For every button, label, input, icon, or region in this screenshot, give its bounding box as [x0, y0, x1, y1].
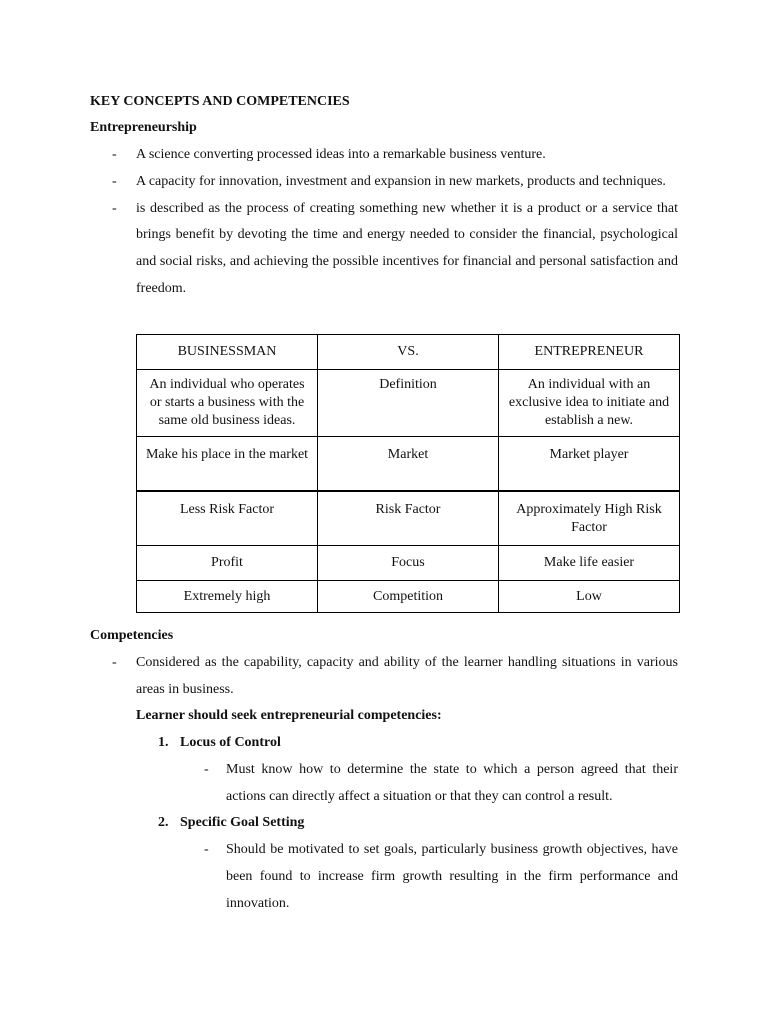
table-cell: Extremely high	[137, 581, 318, 613]
comparison-table	[136, 334, 680, 613]
table-cell: Focus	[318, 546, 499, 581]
item-title: Locus of Control	[180, 735, 281, 750]
item-number: 2.	[158, 815, 169, 830]
bullet-dash: -	[112, 655, 117, 670]
bullet-dash: -	[112, 173, 117, 189]
bullet-text: Must know how to determine the state to which a person agreed that their actions can directly affect a situation or that they can control a result.	[226, 762, 678, 804]
page-title: KEY CONCEPTS AND COMPETENCIES	[90, 94, 350, 109]
table-header-row	[137, 335, 680, 370]
bullet-item	[112, 169, 678, 196]
bullet-text: is described as the process of creating something new whether it is a product or a service that brings benefit by devoting the time and energy needed to consider the financial, psychological and social risks, and achieving the possible incentives for financial and personal satisfaction and freedom.	[136, 200, 678, 296]
bullet-text: Considered as the capability, capacity and ability of the learner handling situations in various areas in business.	[136, 655, 678, 697]
table-cell: Market player	[499, 437, 680, 492]
table-cell: Market	[318, 437, 499, 492]
table-row	[137, 437, 680, 492]
bullet-dash: -	[112, 147, 117, 162]
table-row	[137, 491, 680, 546]
competencies-bullets	[112, 650, 678, 704]
competency-item-details	[204, 757, 678, 811]
table-row	[137, 546, 680, 581]
table-header-cell: BUSINESSMAN	[137, 335, 318, 370]
bullet-dash: -	[204, 842, 209, 857]
bullet-text: A science converting processed ideas into a remarkable business venture.	[136, 147, 546, 162]
bullet-item	[204, 837, 678, 917]
table-row	[137, 581, 680, 613]
bullet-item	[112, 142, 678, 169]
bullet-text: A capacity for innovation, investment and expansion in new markets, products and techniques.	[136, 173, 666, 189]
table-header-cell: ENTREPRENEUR	[499, 335, 680, 370]
section-title-entrepreneurship: Entrepreneurship	[90, 120, 197, 135]
table-cell: Less Risk Factor	[137, 491, 318, 546]
competency-item-details	[204, 837, 678, 917]
table-cell: Make life easier	[499, 546, 680, 581]
table-cell: An individual who operates or starts a business with the same old business ideas.	[137, 370, 318, 437]
bullet-text: Should be motivated to set goals, particularly business growth objectives, have been found to increase firm growth resulting in the firm performance and innovation.	[226, 842, 678, 911]
section-title-competencies: Competencies	[90, 628, 174, 643]
bullet-dash: -	[204, 762, 209, 777]
table-cell: An individual with an exclusive idea to initiate and establish a new.	[499, 370, 680, 437]
table-cell: Risk Factor	[318, 491, 499, 546]
table-cell: Approximately High Risk Factor	[499, 491, 680, 546]
table-cell: Definition	[318, 370, 499, 437]
bullet-item	[204, 757, 678, 811]
entrepreneurship-bullets	[112, 142, 678, 303]
bullet-item	[112, 196, 678, 303]
item-number: 1.	[158, 735, 169, 750]
table-cell: Competition	[318, 581, 499, 613]
bullet-dash: -	[112, 200, 117, 216]
item-title: Specific Goal Setting	[180, 815, 305, 830]
competency-item-title	[158, 735, 281, 751]
table-cell: Low	[499, 581, 680, 613]
table-cell: Profit	[137, 546, 318, 581]
table-row	[137, 370, 680, 437]
table-cell: Make his place in the market	[137, 437, 318, 492]
learner-heading: Learner should seek entrepreneurial competencies:	[136, 708, 442, 723]
table-header-cell: VS.	[318, 335, 499, 370]
bullet-item	[112, 650, 678, 704]
competency-item-title	[158, 815, 304, 831]
